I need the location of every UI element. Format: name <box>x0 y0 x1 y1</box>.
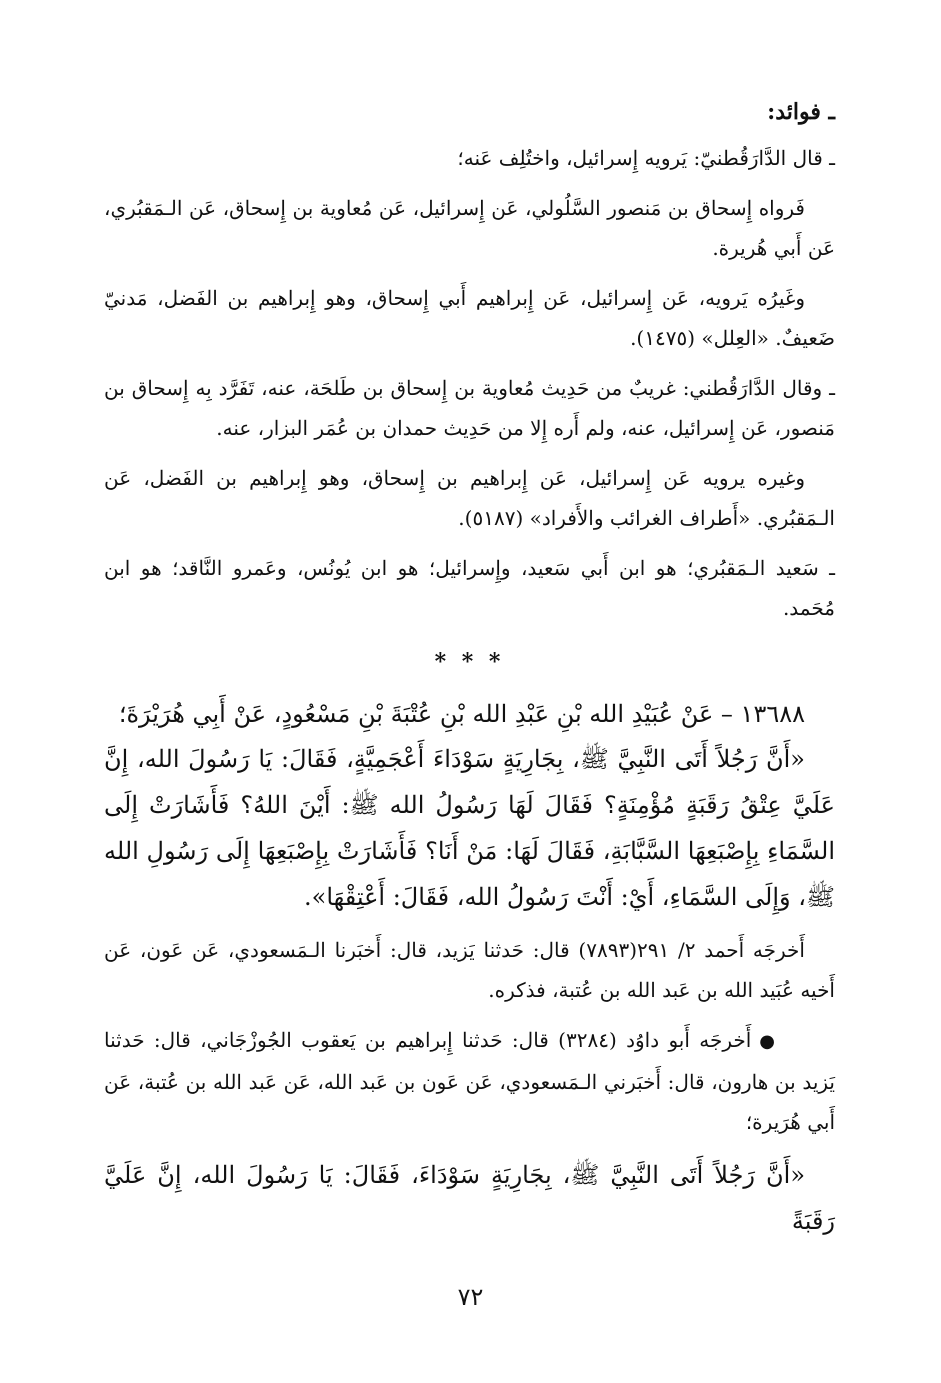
paragraph-daraqutni-1: ـ قال الدَّارَقُطنيّ: يَرويه إِسرائيل، واختُلِف عَنه؛ <box>457 146 835 170</box>
paragraph-other-narration: وغَيرُه يَرويه، عَن إِسرائيل، عَن إِبراهيم أَبي إِسحاق، وهو إِبراهيم بن الفَضل، مَدنيّ ضَعيفٌ. «العِلل» (١٤٧٥). <box>104 286 835 350</box>
hadith-text: «أَنَّ رَجُلاً أَتَى النَّبِيَّ ﷺ، بِجَارِيَةٍ سَوْدَاءَ أَعْجَمِيَّةٍ، فَقَالَ: يَا رَسُولَ الله، إِنَّ عَلَيَّ عِتْقُ رَقَبَةٍ مُؤْمِنَةٍ؟ فَقَالَ لَهَا رَسُولُ الله ﷺ: أَيْنَ اللهُ؟ فَأَشَارَتْ إِلَى السَّمَاءِ بِإِصْبَعِهَا السَّبَّابَةِ، فَقَالَ لَهَا: مَنْ أَنَا؟ فَأَشَارَتْ بِإِصْبَعِهَا إِلَى رَسُولِ الله ﷺ، وَإِلَى السَّمَاءِ، أَيْ: أَنْتَ رَسُولُ الله، فَقَالَ: أَعْتِقْهَا». <box>104 745 836 911</box>
takhrij-ahmad: أَخرجَه أَحمد ٢/ ٢٩١(٧٨٩٣) قال: حَدثنا يَزيد، قال: أَخبَرنا الـمَسعودي، عَن عَون، عَن أَخيه عُبَيد الله بن عَبد الله بن عُتبة، فذكره. <box>104 938 835 1002</box>
section-separator: * * * <box>434 649 505 675</box>
takhrij-abu-dawud <box>104 1020 835 1142</box>
paragraph-ishaq-narration: فَرواه إِسحاق بن مَنصور السَّلُولي، عَن إِسرائيل، عَن مُعاوية بن إِسحاق، عَن الـمَقبُري، عَن أَبي هُريرة. <box>104 196 835 260</box>
benefits-heading: ـ فوائد: <box>767 99 835 125</box>
bullet-icon: ● <box>759 1031 776 1052</box>
page-number: ٧٢ <box>457 1283 484 1311</box>
hadith-repeat: «أَنَّ رَجُلاً أَتَى النَّبِيَّ ﷺ، بِجَارِيَةٍ سَوْدَاءَ، فَقَالَ: يَا رَسُولَ الله، إِنَّ عَلَيَّ رَقَبَةً <box>104 1161 835 1235</box>
paragraph-atraf: وغيره يرويه عَن إِسرائيل، عَن إِبراهيم بن إِسحاق، وهو إِبراهيم بن الفَضل، عَن الـمَقبُري. «أَطراف الغرائب والأَفراد» (٥١٨٧). <box>104 466 835 530</box>
paragraph-daraqutni-2: ـ وقال الدَّارَقُطني: غريبٌ من حَدِيث مُعاوية بن إِسحاق بن طَلحَة، عنه، تَفَرَّد بِه إِسحاق بن مَنصور، عَن إِسرائيل، عنه، ولم أَره إِلا من حَدِيث حمدان بن عُمَر البزار، عنه. <box>104 376 835 440</box>
paragraph-names: ـ سَعيد الـمَقبُري؛ هو ابن أَبي سَعيد، وإِسرائيل؛ هو ابن يُونُس، وعَمرو النَّاقد؛ هو ابن مُحَمد. <box>104 556 835 620</box>
page-content <box>104 92 835 1254</box>
takhrij-abu-dawud-text: أَخرجَه أَبو داوُد (٣٢٨٤) قال: حَدثنا إِبراهيم بن يَعقوب الجُوزْجَاني، قال: حَدثنا يَزيد بن هارون، قال: أَخبَرني الـمَسعودي، عَن عَون بن عَبد الله، عَن عَبد الله بن عُتبة، عَن أَبي هُرَيرة؛ <box>104 1028 835 1134</box>
hadith-header: ١٣٦٨٨ – عَنْ عُبَيْدِ الله بْنِ عَبْدِ الله بْنِ عُتْبَةَ بْنِ مَسْعُودٍ، عَنْ أَبِي هُرَيْرَةَ؛ <box>118 700 805 728</box>
